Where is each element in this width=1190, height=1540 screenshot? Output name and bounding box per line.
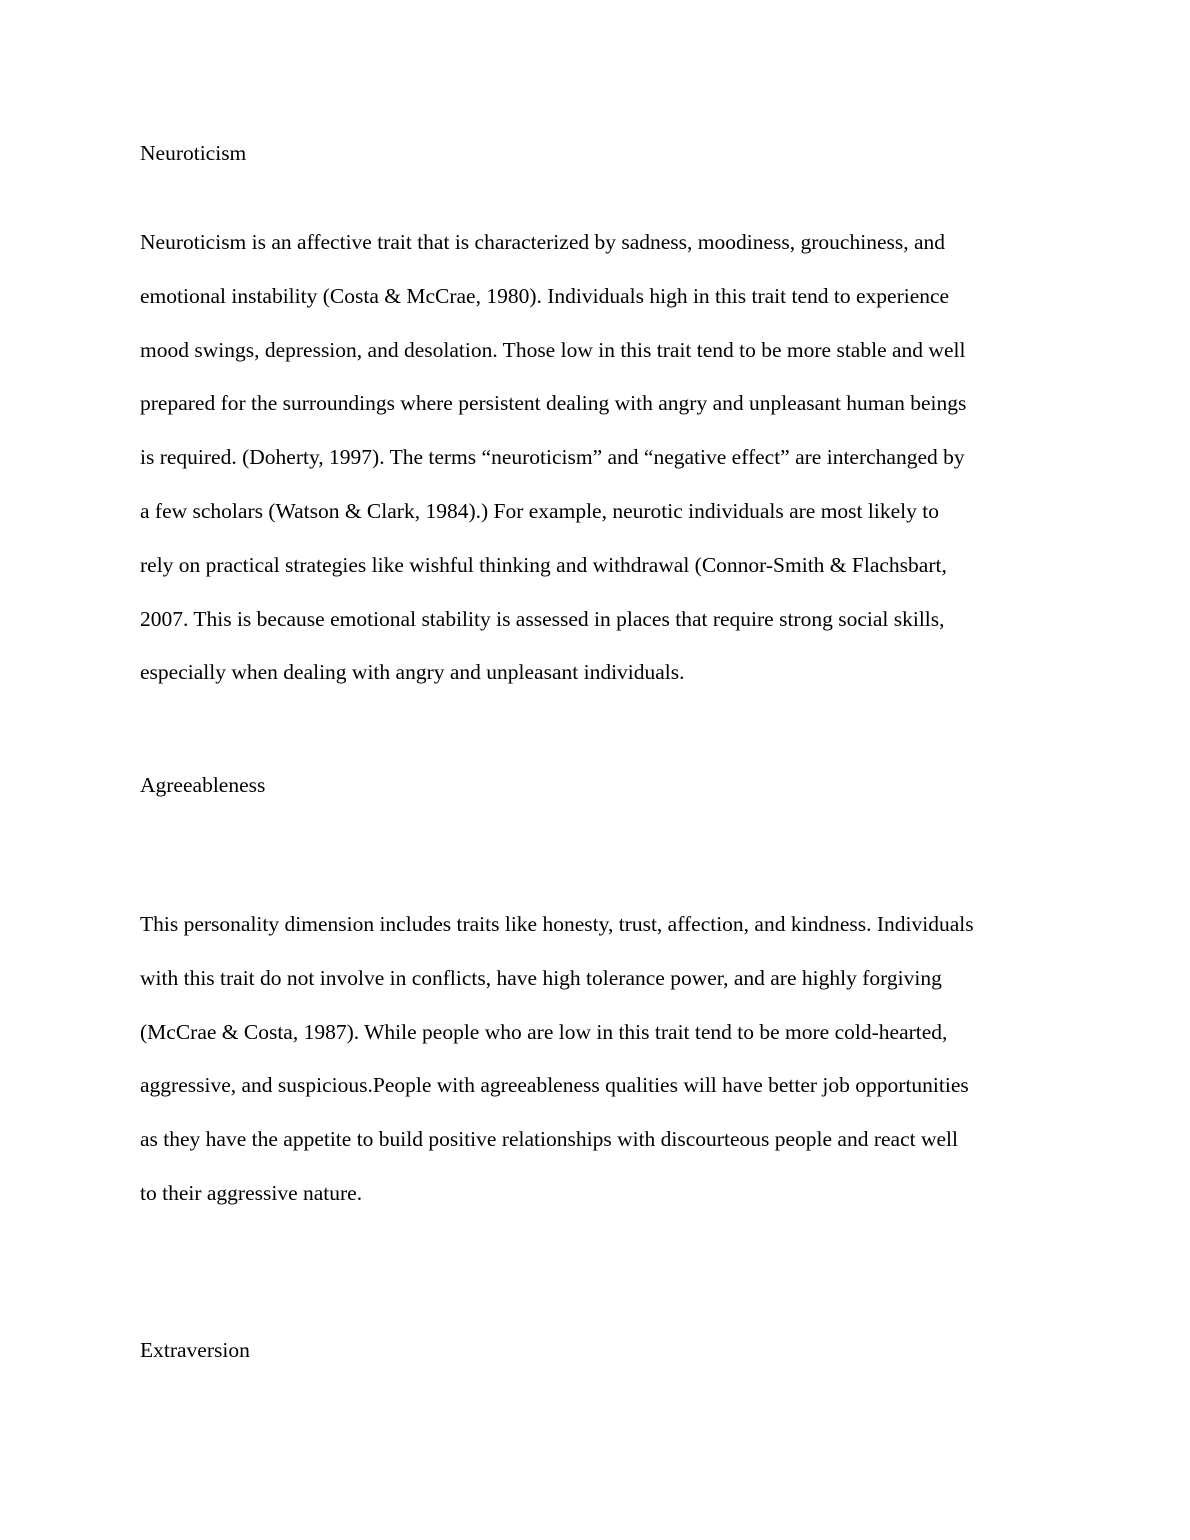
section-heading-neuroticism: Neuroticism bbox=[140, 141, 247, 165]
paragraph-line: mood swings, depression, and desolation. Those low in this trait tend to be more stable and well bbox=[140, 337, 966, 362]
paragraph-line: rely on practical strategies like wishful thinking and withdrawal (Connor-Smith & Flachsbart, bbox=[140, 552, 947, 577]
paragraph-line: with this trait do not involve in conflicts, have high tolerance power, and are highly forgiving bbox=[140, 965, 942, 990]
paragraph-line: especially when dealing with angry and unpleasant individuals. bbox=[140, 660, 685, 685]
paragraph-agreeableness bbox=[140, 911, 1060, 1234]
paragraph-line: aggressive, and suspicious.People with agreeableness qualities will have better job opportunities bbox=[140, 1073, 969, 1098]
paragraph-neuroticism bbox=[140, 229, 1060, 713]
paragraph-line: to their aggressive nature. bbox=[140, 1180, 363, 1205]
section-heading-agreeableness: Agreeableness bbox=[140, 773, 266, 797]
paragraph-line: (McCrae & Costa, 1987). While people who are low in this trait tend to be more cold-hearted, bbox=[140, 1019, 948, 1044]
paragraph-line: as they have the appetite to build positive relationships with discourteous people and react well bbox=[140, 1127, 958, 1152]
paragraph-line: emotional instability (Costa & McCrae, 1980). Individuals high in this trait tend to experience bbox=[140, 283, 950, 308]
paragraph-line: a few scholars (Watson & Clark, 1984).) For example, neurotic individuals are most likely to bbox=[140, 498, 939, 523]
paragraph-line: Neuroticism is an affective trait that is characterized by sadness, moodiness, grouchiness, and bbox=[140, 230, 946, 254]
paragraph-line: prepared for the surroundings where persistent dealing with angry and unpleasant human beings bbox=[140, 391, 967, 416]
paragraph-line: This personality dimension includes traits like honesty, trust, affection, and kindness. Individuals bbox=[140, 912, 974, 936]
paragraph-line: is required. (Doherty, 1997). The terms “neuroticism” and “negative effect” are interchanged by bbox=[140, 445, 965, 470]
section-heading-extraversion: Extraversion bbox=[140, 1338, 250, 1362]
paragraph-line: 2007. This is because emotional stability is assessed in places that require strong social skills, bbox=[140, 606, 945, 631]
